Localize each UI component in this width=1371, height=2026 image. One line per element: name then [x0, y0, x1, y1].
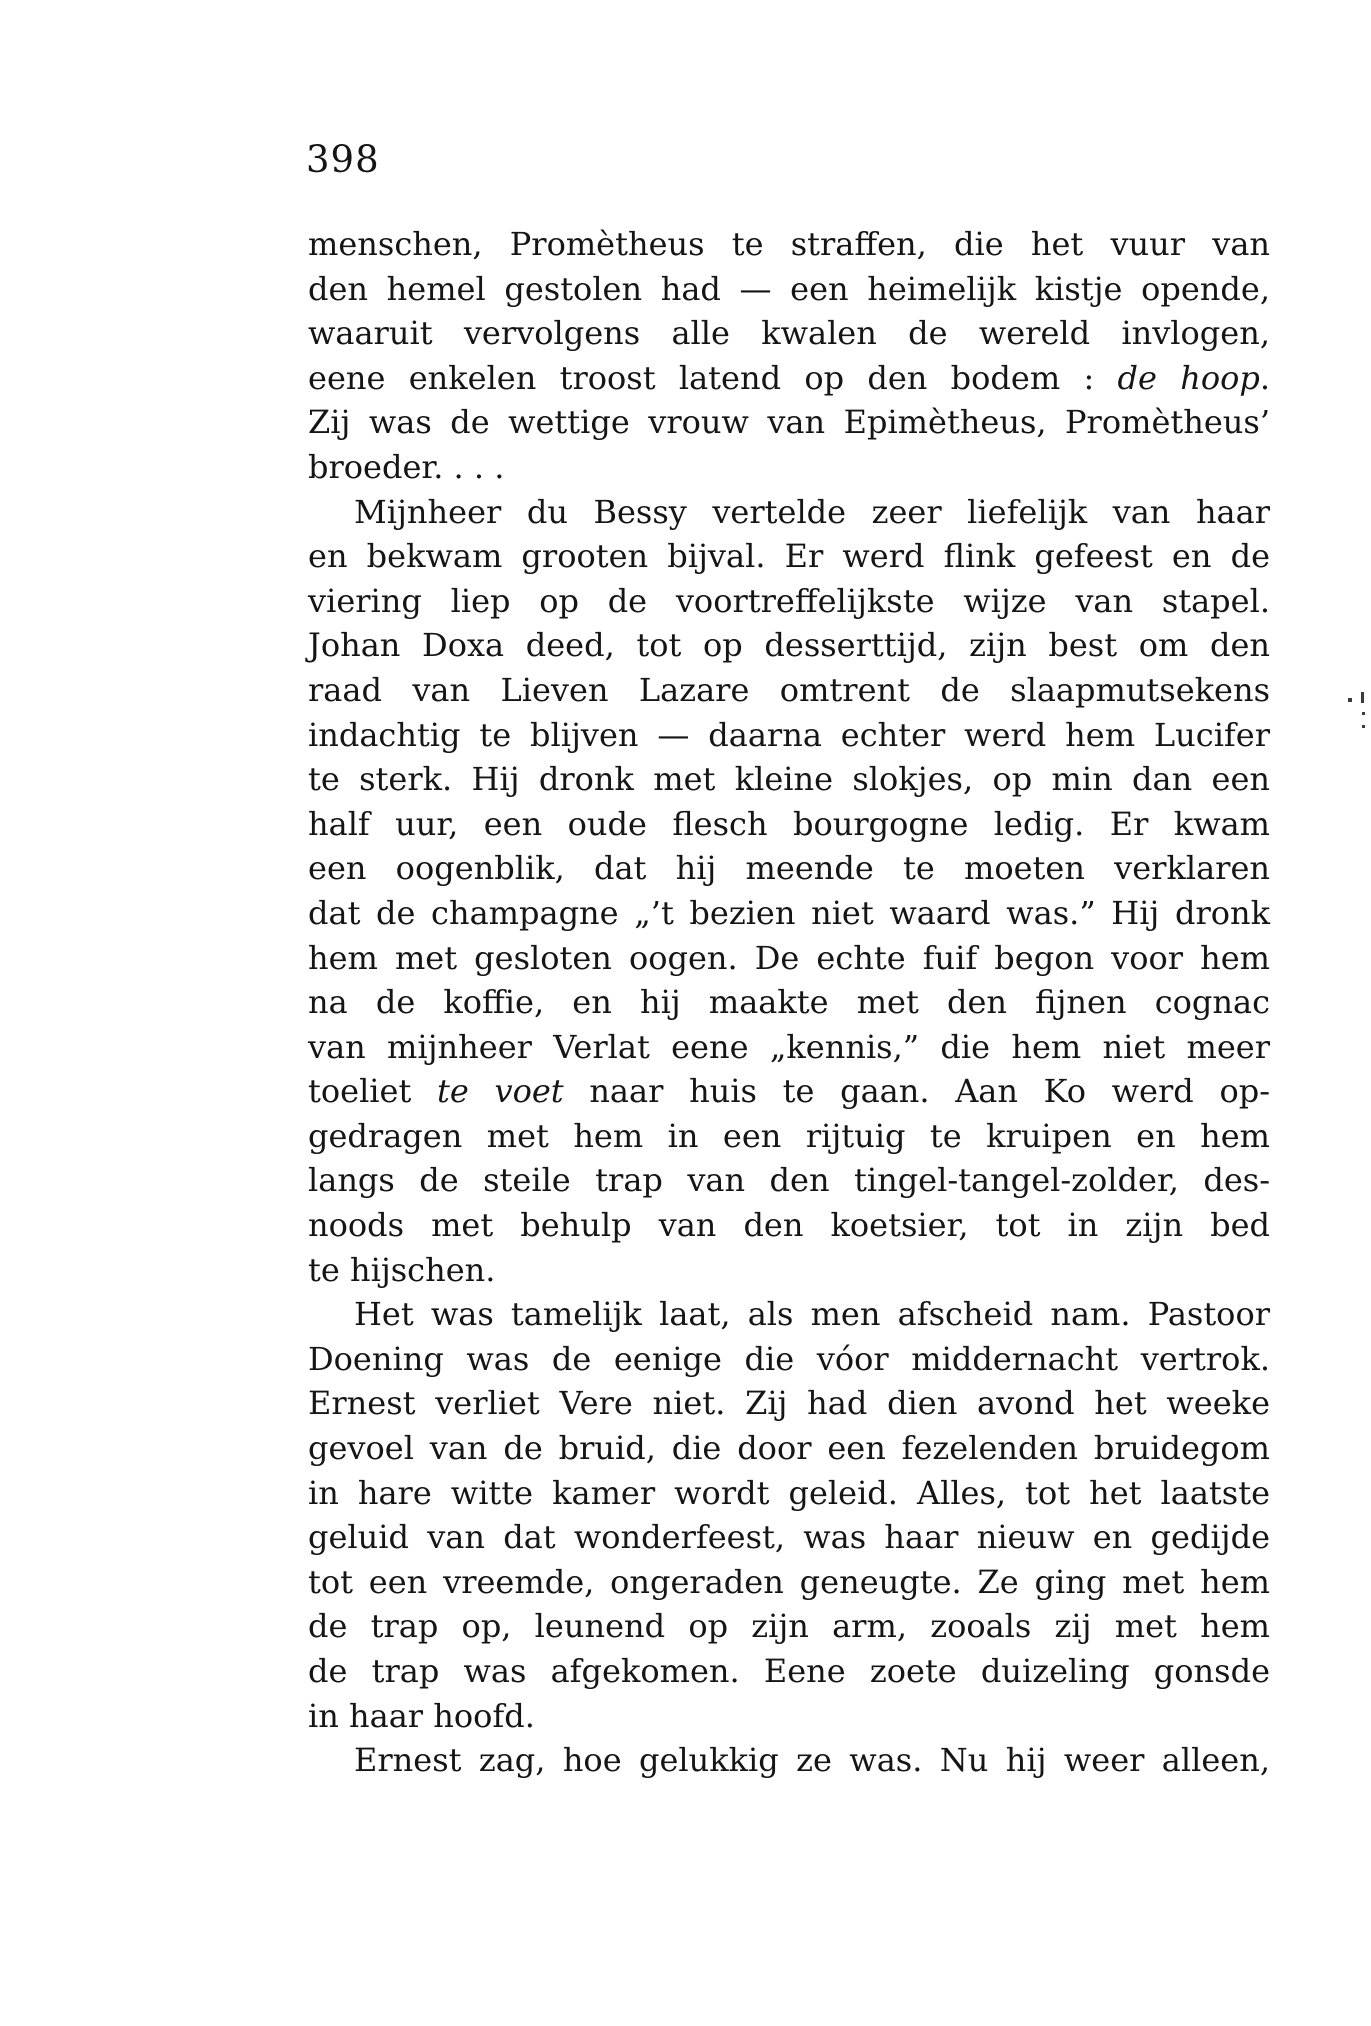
text-line	[308, 579, 1270, 624]
text-segment: half uur, een oude flesch bourgogne ledig. Er kwam	[308, 804, 1270, 843]
text-segment: een oogenblik, dat hij meende te moeten verklaren	[308, 849, 1270, 888]
text-segment: broeder. . . .	[308, 447, 505, 486]
text-segment: Ernest zag, hoe gelukkig ze was. Nu hij weer alleen,	[354, 1741, 1270, 1780]
text-line	[308, 980, 1270, 1025]
text-segment: Het was tamelijk laat, als men afscheid nam. Pastoor	[354, 1295, 1270, 1334]
text-line	[308, 267, 1270, 312]
text-line	[308, 1025, 1270, 1070]
paragraph	[308, 1738, 1270, 1783]
text-line	[354, 1738, 1270, 1783]
text-line	[308, 1515, 1270, 1560]
text-line	[308, 1203, 1270, 1248]
scan-speckle	[1362, 712, 1365, 715]
text-segment: waaruit vervolgens alle kwalen de wereld invlogen,	[308, 314, 1270, 353]
text-line	[308, 757, 1270, 802]
text-line	[308, 1560, 1270, 1605]
text-line	[354, 490, 1270, 535]
text-segment: en bekwam grooten bijval. Er werd flink gefeest en de	[308, 537, 1270, 576]
text-segment: Ernest verliet Vere niet. Zij had dien avond het weeke	[308, 1384, 1270, 1423]
text-segment: menschen, Promètheus te straffen, die het vuur van	[308, 225, 1270, 263]
text-segment: gedragen met hem in een rijtuig te kruipen en hem	[308, 1116, 1270, 1155]
text-segment: tot een vreemde, ongeraden geneugte. Ze ging met hem	[308, 1562, 1270, 1601]
text-line	[308, 1426, 1270, 1471]
text-segment: Mijnheer du Bessy vertelde zeer liefelijk van haar	[354, 492, 1270, 531]
scan-speckle	[1348, 698, 1352, 702]
text-line	[308, 1381, 1270, 1426]
text-segment: na de koffie, en hij maakte met den fijnen cognac	[308, 983, 1270, 1022]
text-line	[308, 891, 1270, 936]
text-segment: raad van Lieven Lazare omtrent de slaapmutsekens	[308, 670, 1270, 709]
text-segment: in haar hoofd.	[308, 1696, 535, 1735]
paragraph	[308, 490, 1270, 1293]
text-segment: te hijschen.	[308, 1250, 496, 1289]
text-segment: te sterk. Hij dronk met kleine slokjes, op min dan een	[308, 760, 1270, 799]
text-segment: eene enkelen troost latend op den bodem :	[308, 358, 1118, 397]
text-segment: Johan Doxa deed, tot op desserttijd, zijn best om den	[308, 626, 1270, 665]
text-line	[308, 802, 1270, 847]
text-segment: .	[1259, 358, 1271, 397]
text-line	[308, 936, 1270, 981]
text-segment: geluid van dat wonderfeest, was haar nieuw en gedijde	[308, 1518, 1270, 1557]
text-line	[308, 1471, 1270, 1516]
text-segment: in hare witte kamer wordt geleid. Alles, tot het laatste	[308, 1473, 1270, 1512]
text-line	[308, 1158, 1270, 1203]
text-line	[308, 445, 1270, 490]
text-line	[308, 623, 1270, 668]
text-segment: toeliet	[308, 1072, 438, 1111]
text-line	[308, 400, 1270, 445]
text-segment: naar huis te gaan. Aan Ko werd op-	[563, 1072, 1271, 1111]
text-line	[308, 1649, 1270, 1694]
text-line	[308, 1337, 1270, 1382]
text-line	[308, 1248, 1270, 1293]
scan-speckle	[1362, 725, 1365, 728]
paragraph	[308, 222, 1270, 490]
text-segment: noods met behulp van den koetsier, tot in zijn bed	[308, 1206, 1270, 1245]
text-line	[308, 356, 1270, 401]
text-line	[308, 713, 1270, 758]
paragraph	[308, 1292, 1270, 1738]
text-line	[308, 1694, 1270, 1739]
text-line	[354, 1292, 1270, 1337]
italic-text: te voet	[437, 1072, 564, 1111]
text-segment: indachtig te blijven — daarna echter werd hem Lucifer	[308, 715, 1270, 754]
text-line	[308, 534, 1270, 579]
text-line	[308, 311, 1270, 356]
text-line	[308, 222, 1270, 267]
text-segment: gevoel van de bruid, die door een fezelenden bruidegom	[308, 1429, 1270, 1468]
text-segment: de trap op, leunend op zijn arm, zooals zij met hem	[308, 1607, 1270, 1646]
text-line	[308, 846, 1270, 891]
text-segment: Doening was de eenige die vóor middernacht vertrok.	[308, 1339, 1270, 1378]
text-line	[308, 1604, 1270, 1649]
text-segment: viering liep op de voortreffelijkste wijze van stapel.	[308, 581, 1270, 620]
text-segment: dat de champagne „’t bezien niet waard was.” Hij dronk	[308, 893, 1270, 932]
text-segment: den hemel gestolen had — een heimelijk kistje opende,	[308, 269, 1270, 308]
text-segment: Zij was de wettige vrouw van Epimètheus, Promètheus’	[308, 403, 1270, 442]
text-line	[308, 668, 1270, 713]
text-segment: van mijnheer Verlat eene „kennis,” die hem niet meer	[308, 1027, 1270, 1066]
scan-speckle	[1361, 692, 1364, 703]
page-number: 398	[306, 138, 380, 181]
text-segment: hem met gesloten oogen. De echte fuif begon voor hem	[308, 938, 1270, 977]
text-block	[308, 222, 1270, 1783]
text-line	[308, 1114, 1270, 1159]
text-line	[308, 1069, 1270, 1114]
text-segment: langs de steile trap van den tingel-tangel-zolder, des-	[308, 1161, 1270, 1200]
italic-text: de hoop	[1117, 358, 1260, 397]
text-segment: de trap was afgekomen. Eene zoete duizeling gonsde	[308, 1652, 1270, 1690]
